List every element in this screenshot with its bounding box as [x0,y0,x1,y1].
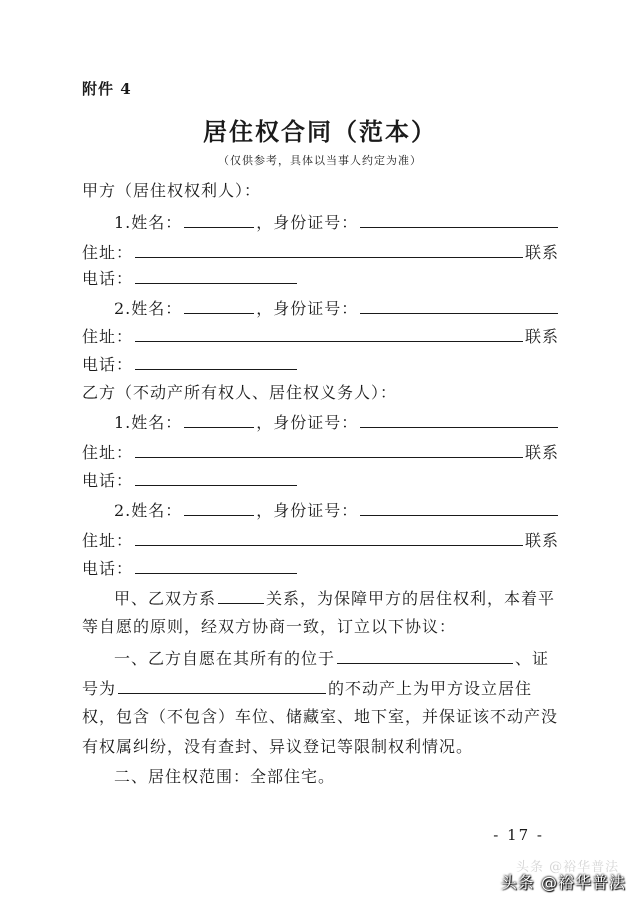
address-label: 住址： [82,443,134,462]
id-blank [360,296,558,314]
contact-label: 联系 [525,531,560,550]
intro-text: 关系，为保障甲方的居住权利，本着平 [266,589,556,608]
name-blank [184,210,254,228]
phone-blank [135,352,297,370]
id-blank [360,498,558,516]
name-label: 1.姓名： [114,213,183,232]
address-blank [135,324,523,342]
party-b-person-1-address-row [82,440,559,464]
clause-1-line-2 [82,676,532,700]
page-subtitle: （仅供参考，具体以当事人约定为准） [218,154,422,167]
name-label: 1.姓名： [114,413,183,432]
clause-text: 的不动产上为甲方设立居住 [328,679,533,698]
contact-label: 联系 [525,243,560,262]
party-a-person-2-row [114,296,560,320]
party-b-person-1-phone-row [82,468,299,492]
page-number: - 17 - [493,826,544,844]
party-b-person-2-phone-row [82,556,299,580]
party-a-heading: 甲方（居住权权利人）： [82,181,262,200]
party-b-person-2-address-row [82,528,559,552]
clause-1-line-4: 有权属纠纷，没有查封、异议登记等限制权利情况。 [82,737,474,756]
id-label: ，身份证号： [256,213,359,232]
phone-label: 电话： [82,269,134,288]
contact-label: 联系 [525,443,560,462]
name-label: 2.姓名： [114,501,183,520]
id-label: ，身份证号： [256,501,359,520]
contact-label: 联系 [525,327,560,346]
clause-text: 一、乙方自愿在其所有的位于 [114,649,336,668]
party-b-heading: 乙方（不动产所有权人、居住权义务人）： [82,383,398,402]
id-label: ，身份证号： [256,413,359,432]
id-blank [360,210,558,228]
party-a-person-1-address-row [82,240,559,264]
watermark: 头条 @裕华普法 [500,873,626,892]
address-label: 住址： [82,327,134,346]
address-label: 住址： [82,531,134,550]
party-b-person-1-row [114,410,560,434]
address-blank [135,440,523,458]
id-blank [360,410,558,428]
party-a-person-2-address-row [82,324,559,348]
address-blank [135,240,523,258]
clause-text: 号为 [82,679,117,698]
faint-watermark: 头条 @裕华普法 [516,860,620,875]
clause-1-line-3: 权，包含（不包含）车位、储藏室、地下室，并保证该不动产没 [82,707,559,726]
phone-label: 电话： [82,559,134,578]
id-label: ，身份证号： [256,299,359,318]
clause-1-line-1 [114,646,549,670]
intro-text: 甲、乙双方系 [114,589,217,608]
address-blank [135,528,523,546]
party-a-person-2-phone-row [82,352,299,376]
certificate-number-blank [118,676,326,694]
phone-label: 电话： [82,355,134,374]
intro-line-1 [114,586,555,610]
location-blank [337,646,513,664]
phone-blank [135,468,297,486]
relationship-blank [218,586,264,604]
party-a-person-1-row [114,210,560,234]
phone-label: 电话： [82,471,134,490]
phone-blank [135,556,297,574]
name-blank [184,498,254,516]
phone-blank [135,266,297,284]
party-a-person-1-phone-row [82,266,299,290]
party-b-person-2-row [114,498,560,522]
clause-2: 二、居住权范围：全部住宅。 [114,767,336,786]
address-label: 住址： [82,243,134,262]
name-blank [184,296,254,314]
name-blank [184,410,254,428]
name-label: 2.姓名： [114,299,183,318]
clause-text: 、证 [515,649,550,668]
page-title: 居住权合同（范本） [203,117,437,146]
intro-line-2: 等自愿的原则，经双方协商一致，订立以下协议： [82,617,457,636]
attachment-label: 附件 4 [82,80,132,98]
